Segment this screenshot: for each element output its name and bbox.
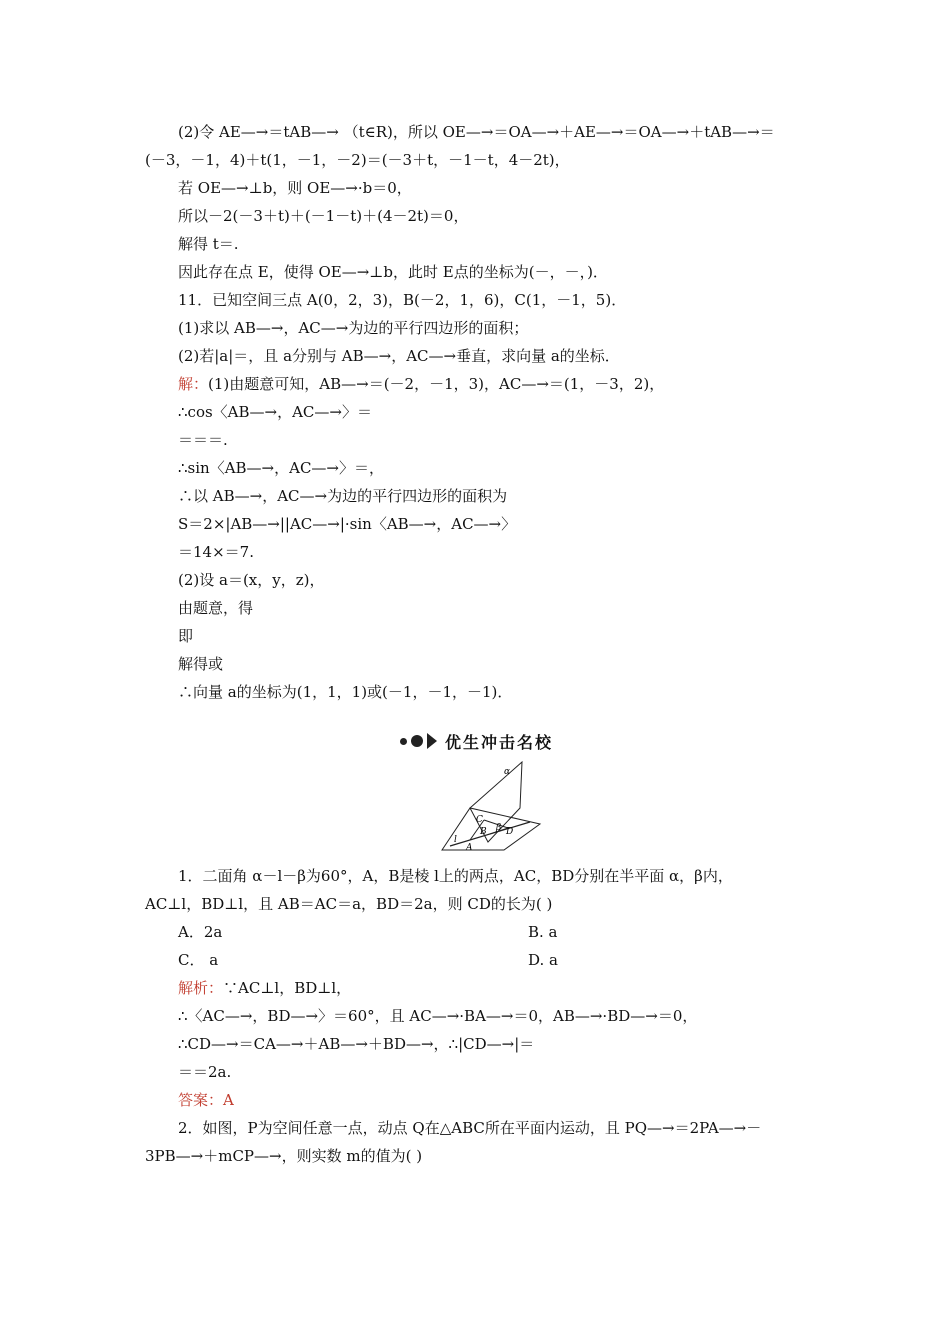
choice-c: C． a (178, 951, 219, 969)
section-header (400, 730, 553, 752)
arrow-right-icon (427, 733, 437, 749)
choice-b: B. a (528, 923, 558, 941)
text-line: ＝14×＝7. (178, 543, 254, 561)
text-line: 解得 t＝. (178, 235, 239, 253)
text-line: ＝＝2a. (178, 1063, 232, 1081)
text-line: ∴向量 a的坐标为(1，1，1)或(－1，－1，－1)． (178, 683, 513, 701)
text-line: (2)若|a|＝，且 a分别与 AB—→，AC—→垂直，求向量 a的坐标． (178, 347, 620, 365)
text-line: (1)求以 AB—→，AC—→为边的平行四边形的面积； (178, 319, 529, 337)
answer-label: 答案： (178, 1091, 224, 1109)
solution-label: 解： (178, 375, 209, 393)
text-line: ＝＝＝. (178, 431, 228, 449)
analysis-label: 解析： (178, 979, 224, 997)
text-line: (－3，－1，4)＋t(1，－1，－2)＝(－3＋t，－1－t，4－2t)， (145, 151, 570, 169)
text-line: S＝2×|AB—→||AC—→|·sin〈AB—→，AC—→〉 (178, 515, 517, 533)
text-line: ∴〈AC—→，BD—→〉＝60°，且 AC—→·BA—→＝0，AB—→·BD—→＝0， (178, 1007, 698, 1025)
answer-line (178, 1090, 234, 1110)
label-a: A (466, 843, 473, 853)
answer-value: A (223, 1091, 234, 1109)
text-line: (2)令 AE—→＝tAB—→ （t∈R)，所以 OE—→＝OA—→＋AE—→＝OA—→＋tAB—→＝ (178, 123, 775, 141)
text-line: ∴以 AB—→，AC—→为边的平行四边形的面积为 (178, 487, 508, 505)
label-beta: β (496, 823, 502, 833)
text-line: 因此存在点 E，使得 OE—→⊥b，此时 E点的坐标为(－，－，)． (178, 263, 608, 281)
label-alpha: α (504, 767, 511, 777)
problem-11-statement: 11．已知空间三点 A(0，2，3)，B(－2，1，6)，C(1，－1，5)． (178, 291, 627, 309)
text-line: 解得或 (178, 655, 224, 673)
text-line: (1)由题意可知，AB—→＝(－2，－1，3)，AC—→＝(1，－3，2)， (208, 375, 665, 393)
bullet-dot-icon (411, 735, 423, 747)
problem-2-statement: 2．如图，P为空间任意一点，动点 Q在△ABC所在平面内运动，且 PQ—→＝2PA—→－ (178, 1119, 762, 1137)
label-c: C (476, 815, 483, 825)
text-line: 所以－2(－3＋t)＋(－1－t)＋(4－2t)＝0， (178, 207, 469, 225)
label-b: B (480, 827, 487, 837)
text-line: 由题意，得 (178, 599, 254, 617)
choice-d: D. a (528, 951, 558, 969)
solution-line (178, 374, 664, 394)
section-title: 优生冲击名校 (445, 732, 554, 752)
label-d: D (506, 827, 514, 837)
text-line: ∴cos〈AB—→，AC—→〉＝ (178, 403, 372, 421)
text-line: ∴sin〈AB—→，AC—→〉＝， (178, 459, 385, 477)
text-line: ∴CD—→＝CA—→＋AB—→＋BD—→，∴|CD—→|＝ (178, 1035, 535, 1053)
bullet-dot-icon (400, 738, 407, 745)
text-line: ∵AC⊥l，BD⊥l， (223, 979, 352, 997)
text-line: 3PB—→＋mCP—→，则实数 m的值为( ) (145, 1147, 423, 1165)
analysis-line (178, 978, 351, 998)
text-line: (2)设 a＝(x，y，z)， (178, 571, 325, 589)
choice-a: A．2a (178, 923, 223, 941)
label-l: l (454, 835, 457, 845)
problem-1-statement: 1．二面角 α－l－β为60°，A，B是棱 l上的两点，AC，BD分别在半平面 α，β内， (178, 867, 733, 885)
text-line: AC⊥l，BD⊥l，且 AB＝AC＝a，BD＝2a，则 CD的长为( ) (145, 895, 553, 913)
text-line: 即 (178, 627, 194, 645)
dihedral-angle-figure (440, 758, 544, 854)
text-line: 若 OE—→⊥b，则 OE—→·b＝0， (178, 179, 412, 197)
